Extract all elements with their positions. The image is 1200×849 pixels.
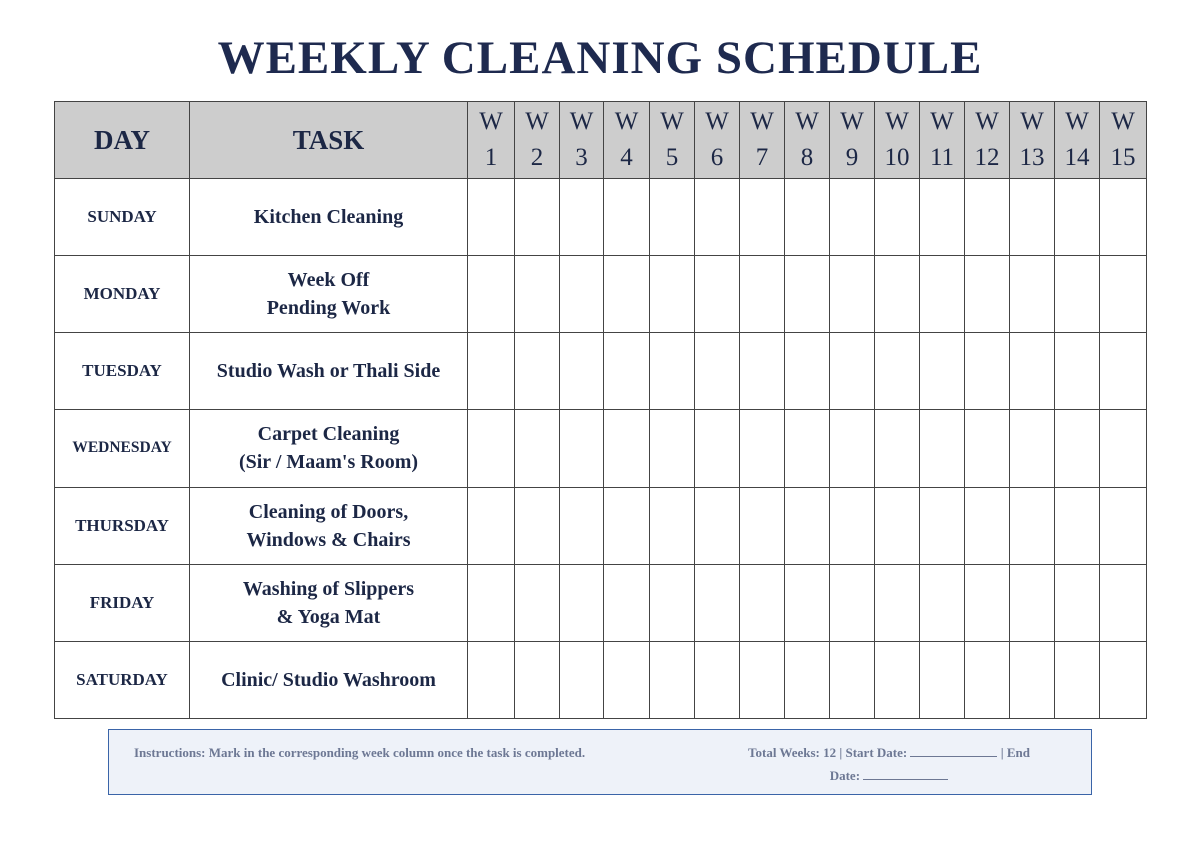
check-cell[interactable]: [1010, 564, 1055, 641]
check-cell[interactable]: [785, 641, 830, 718]
check-cell[interactable]: [1055, 179, 1100, 256]
check-cell[interactable]: [515, 410, 560, 487]
week-header-7: [740, 102, 785, 179]
table-row: [55, 256, 1147, 333]
check-cell[interactable]: [785, 256, 830, 333]
check-cell[interactable]: [920, 333, 965, 410]
check-cell[interactable]: [604, 641, 650, 718]
week-header-14: [1055, 102, 1100, 179]
task-line: Week Off: [287, 269, 370, 292]
check-cell[interactable]: [604, 333, 650, 410]
week-number: 2: [530, 144, 544, 171]
check-cell[interactable]: [875, 179, 920, 256]
week-letter: W: [750, 108, 774, 135]
week-header-4: [604, 102, 650, 179]
check-cell[interactable]: [965, 333, 1010, 410]
week-number: 14: [1064, 144, 1090, 171]
check-cell[interactable]: [468, 487, 515, 564]
check-cell[interactable]: [1010, 410, 1055, 487]
check-cell[interactable]: [965, 256, 1010, 333]
week-letter: W: [1111, 108, 1135, 135]
schedule-table: [54, 101, 1147, 719]
week-header-1: [468, 102, 515, 179]
start-date-field[interactable]: [910, 744, 997, 757]
task-cell: [190, 487, 468, 564]
check-cell[interactable]: [1055, 487, 1100, 564]
check-cell[interactable]: [560, 179, 604, 256]
week-letter: W: [705, 108, 729, 135]
check-cell[interactable]: [560, 333, 604, 410]
week-letter: W: [1065, 108, 1089, 135]
week-header-8: [785, 102, 830, 179]
week-header-5: [650, 102, 695, 179]
day-cell: SUNDAY: [55, 179, 190, 256]
check-cell[interactable]: [650, 487, 695, 564]
check-cell[interactable]: [604, 487, 650, 564]
table-row: [55, 410, 1147, 487]
check-cell[interactable]: [1100, 179, 1147, 256]
check-cell[interactable]: [650, 564, 695, 641]
task-line: Studio Wash or Thali Side: [216, 360, 441, 383]
week-number: 3: [575, 144, 588, 171]
check-cell[interactable]: [785, 487, 830, 564]
table-row: [55, 564, 1147, 641]
check-cell[interactable]: [695, 487, 740, 564]
task-cell: [190, 641, 468, 718]
check-cell[interactable]: [515, 179, 560, 256]
check-cell[interactable]: [560, 487, 604, 564]
check-cell[interactable]: [604, 256, 650, 333]
week-letter: W: [614, 108, 639, 135]
check-cell[interactable]: [740, 256, 785, 333]
check-cell[interactable]: [920, 179, 965, 256]
check-cell[interactable]: [650, 179, 695, 256]
check-cell[interactable]: [604, 179, 650, 256]
week-number: 11: [929, 144, 955, 171]
task-line: Clinic/ Studio Washroom: [221, 668, 436, 691]
task-cell: [190, 564, 468, 641]
week-header-3: [560, 102, 604, 179]
table-row: [55, 641, 1147, 718]
task-line: (Sir / Maam's Room): [238, 451, 419, 474]
check-cell[interactable]: [468, 641, 515, 718]
check-cell[interactable]: [1055, 641, 1100, 718]
check-cell[interactable]: [695, 641, 740, 718]
table-row: [55, 487, 1147, 564]
check-cell[interactable]: [875, 641, 920, 718]
week-header-13: [1010, 102, 1055, 179]
task-cell: [190, 410, 468, 487]
check-cell[interactable]: [830, 564, 875, 641]
week-header-6: [695, 102, 740, 179]
week-letter: W: [569, 108, 594, 135]
check-cell[interactable]: [604, 564, 650, 641]
week-letter: W: [975, 108, 999, 135]
check-cell[interactable]: [468, 564, 515, 641]
check-cell[interactable]: [875, 564, 920, 641]
check-cell[interactable]: [515, 564, 560, 641]
check-cell[interactable]: [740, 410, 785, 487]
instructions-text: Instructions: Mark in the corresponding week column once the task is completed.: [134, 745, 586, 760]
week-letter: W: [930, 108, 954, 135]
check-cell[interactable]: [604, 410, 650, 487]
week-number: 8: [800, 144, 814, 171]
task-line: Windows & Chairs: [246, 528, 411, 551]
day-header: DAY: [55, 102, 190, 179]
check-cell[interactable]: [515, 256, 560, 333]
task-header: TASK: [190, 102, 468, 179]
check-cell[interactable]: [785, 564, 830, 641]
check-cell[interactable]: [468, 333, 515, 410]
check-cell[interactable]: [875, 487, 920, 564]
week-number: 6: [710, 144, 724, 171]
check-cell[interactable]: [920, 410, 965, 487]
check-cell[interactable]: [1010, 256, 1055, 333]
day-cell: THURSDAY: [55, 487, 190, 564]
check-cell[interactable]: [560, 410, 604, 487]
check-cell[interactable]: [965, 179, 1010, 256]
week-header-9: [830, 102, 875, 179]
task-line: & Yoga Mat: [276, 605, 381, 628]
check-cell[interactable]: [875, 256, 920, 333]
check-cell[interactable]: [830, 256, 875, 333]
task-line: Washing of Slippers: [242, 577, 415, 600]
table-row: [55, 333, 1147, 410]
week-number: 15: [1110, 144, 1136, 171]
week-number: 7: [755, 144, 769, 171]
week-letter: W: [660, 108, 684, 135]
check-cell[interactable]: [1055, 410, 1100, 487]
check-cell[interactable]: [650, 641, 695, 718]
check-cell[interactable]: [650, 333, 695, 410]
check-cell[interactable]: [1010, 641, 1055, 718]
week-number: 1: [484, 144, 498, 171]
day-cell: SATURDAY: [55, 641, 190, 718]
check-cell[interactable]: [560, 641, 604, 718]
check-cell[interactable]: [830, 641, 875, 718]
task-cell: [190, 333, 468, 410]
page-title: WEEKLY CLEANING SCHEDULE: [217, 32, 983, 84]
week-letter: W: [840, 108, 864, 135]
week-letter: W: [885, 108, 909, 135]
check-cell[interactable]: [1010, 179, 1055, 256]
check-cell[interactable]: [560, 256, 604, 333]
check-cell[interactable]: [965, 564, 1010, 641]
check-cell[interactable]: [740, 487, 785, 564]
check-cell[interactable]: [695, 564, 740, 641]
task-line: Carpet Cleaning: [257, 423, 400, 446]
check-cell[interactable]: [1055, 333, 1100, 410]
check-cell[interactable]: [830, 333, 875, 410]
check-cell[interactable]: [785, 179, 830, 256]
check-cell[interactable]: [920, 487, 965, 564]
week-number: 13: [1019, 144, 1045, 171]
check-cell[interactable]: [875, 410, 920, 487]
check-cell[interactable]: [1055, 256, 1100, 333]
check-cell[interactable]: [830, 179, 875, 256]
check-cell[interactable]: [1100, 641, 1147, 718]
table-row: [55, 179, 1147, 256]
day-cell: MONDAY: [55, 256, 190, 333]
week-header-12: [965, 102, 1010, 179]
check-cell[interactable]: [740, 179, 785, 256]
check-cell[interactable]: [650, 410, 695, 487]
check-cell[interactable]: [740, 333, 785, 410]
end-label: | End: [1000, 745, 1030, 760]
check-cell[interactable]: [740, 641, 785, 718]
week-header-10: [875, 102, 920, 179]
check-cell[interactable]: [785, 333, 830, 410]
schedule-body: [55, 179, 1147, 719]
check-cell[interactable]: [1100, 564, 1147, 641]
check-cell[interactable]: [785, 410, 830, 487]
instructions-box: [108, 729, 1092, 795]
check-cell[interactable]: [468, 256, 515, 333]
day-cell: TUESDAY: [55, 333, 190, 410]
week-number: 5: [665, 144, 679, 171]
check-cell[interactable]: [695, 179, 740, 256]
check-cell[interactable]: [1100, 333, 1147, 410]
check-cell[interactable]: [1100, 487, 1147, 564]
check-cell[interactable]: [515, 333, 560, 410]
check-cell[interactable]: [468, 410, 515, 487]
check-cell[interactable]: [920, 256, 965, 333]
check-cell[interactable]: [695, 256, 740, 333]
week-header-15: [1100, 102, 1147, 179]
task-line: Kitchen Cleaning: [253, 206, 404, 229]
check-cell[interactable]: [1055, 564, 1100, 641]
dates-info: [709, 741, 1069, 787]
week-letter: W: [525, 108, 549, 135]
end-date-field[interactable]: [863, 767, 948, 780]
check-cell[interactable]: [1100, 410, 1147, 487]
check-cell[interactable]: [650, 256, 695, 333]
week-header-11: [920, 102, 965, 179]
check-cell[interactable]: [695, 410, 740, 487]
week-letter: W: [1020, 108, 1044, 135]
check-cell[interactable]: [1010, 333, 1055, 410]
check-cell[interactable]: [965, 410, 1010, 487]
end-date-label: Date:: [829, 768, 861, 783]
check-cell[interactable]: [740, 564, 785, 641]
check-cell[interactable]: [695, 333, 740, 410]
task-cell: [190, 256, 468, 333]
week-number: 10: [884, 144, 910, 171]
day-cell: WEDNESDAY: [55, 410, 190, 487]
week-header-2: [515, 102, 560, 179]
check-cell[interactable]: [1010, 487, 1055, 564]
week-number: 12: [974, 144, 1000, 171]
check-cell[interactable]: [875, 333, 920, 410]
check-cell[interactable]: [515, 487, 560, 564]
total-weeks-label: Total Weeks: 12 | Start Date:: [748, 745, 908, 760]
check-cell[interactable]: [830, 410, 875, 487]
check-cell[interactable]: [965, 487, 1010, 564]
check-cell[interactable]: [965, 641, 1010, 718]
week-number: 4: [620, 144, 633, 171]
week-letter: W: [795, 108, 819, 135]
check-cell[interactable]: [920, 641, 965, 718]
check-cell[interactable]: [830, 487, 875, 564]
task-line: Cleaning of Doors,: [248, 500, 409, 523]
check-cell[interactable]: [468, 179, 515, 256]
check-cell[interactable]: [1100, 256, 1147, 333]
check-cell[interactable]: [515, 641, 560, 718]
week-letter: W: [479, 108, 503, 135]
week-number: 9: [845, 144, 859, 171]
task-line: Pending Work: [266, 297, 391, 320]
header-row: [55, 102, 1147, 179]
day-cell: FRIDAY: [55, 564, 190, 641]
check-cell[interactable]: [920, 564, 965, 641]
check-cell[interactable]: [560, 564, 604, 641]
task-cell: [190, 179, 468, 256]
